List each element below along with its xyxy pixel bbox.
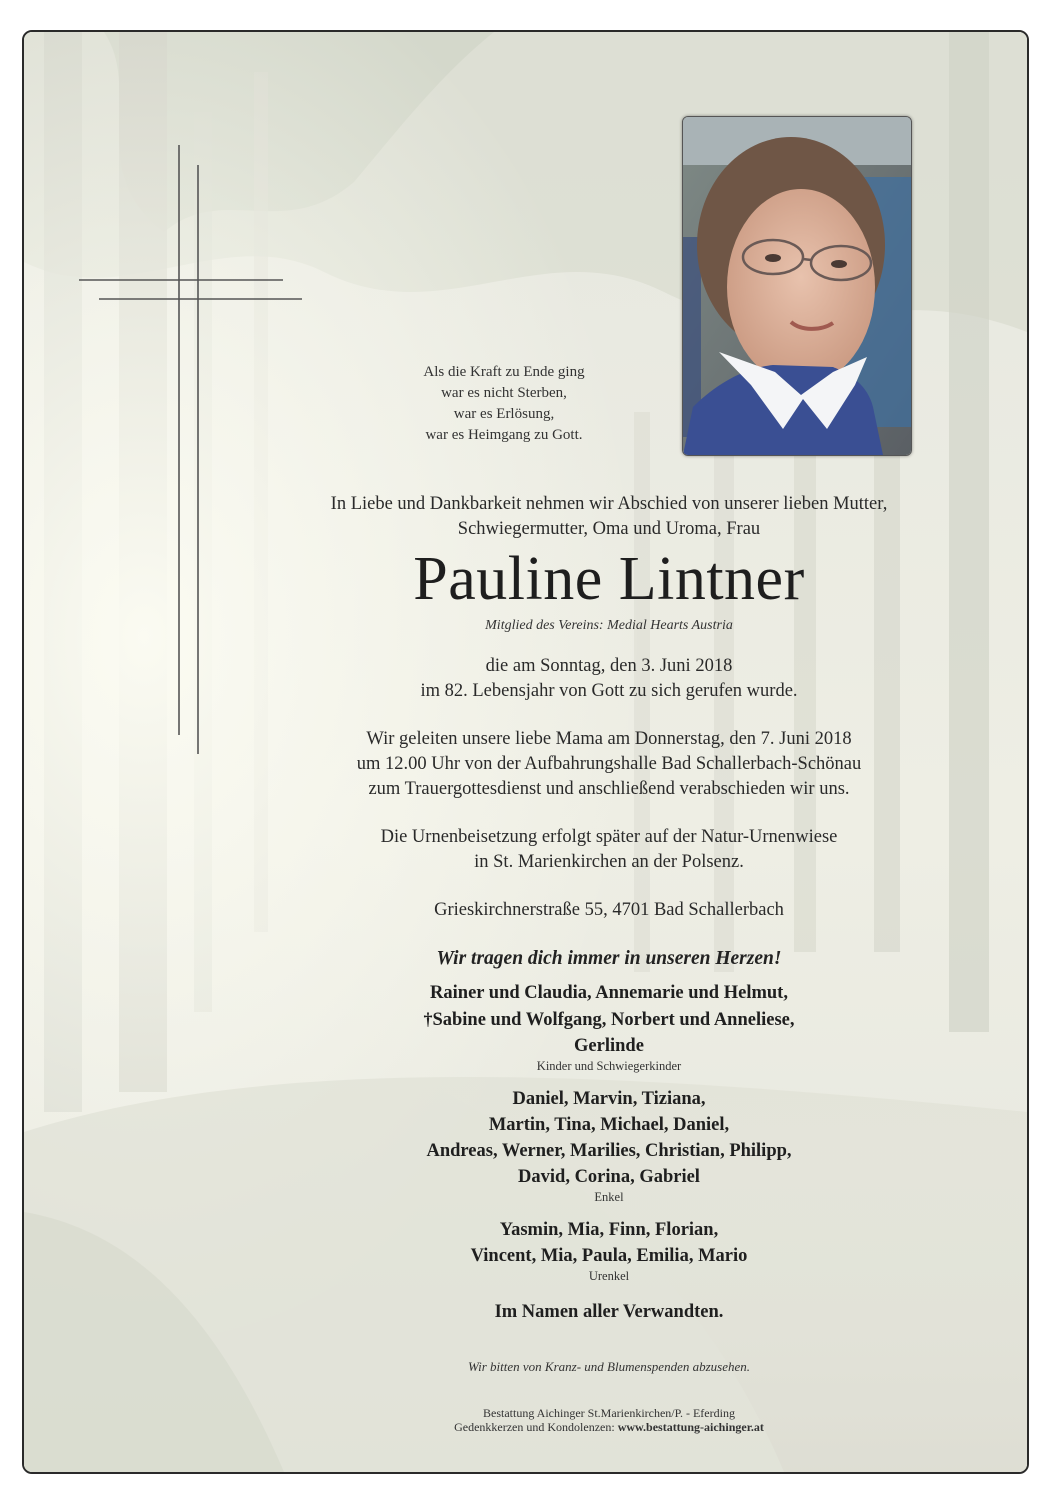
death-paragraph [194, 654, 1024, 704]
verse-line: war es nicht Sterben, [441, 385, 567, 401]
obituary-card [22, 30, 1029, 1474]
death-line: die am Sonntag, den 3. Juni 2018 [485, 656, 733, 676]
children-line [194, 1006, 1024, 1033]
website-link[interactable]: www.bestattung-aichinger.at [617, 1420, 764, 1434]
children-group [194, 980, 1024, 1059]
verse-line: war es Heimgang zu Gott. [425, 427, 583, 443]
closing-line: Im Namen aller Verwandten. [494, 1302, 724, 1322]
great-grandchildren-line: Yasmin, Mia, Finn, Florian, [499, 1220, 719, 1240]
membership-line: Mitglied des Vereins: Medial Hearts Austria [485, 618, 733, 633]
great-grandchildren-line: Vincent, Mia, Paula, Emilia, Mario [470, 1246, 748, 1266]
address-line: Grieskirchnerstraße 55, 4701 Bad Schallerbach [434, 900, 784, 920]
grandchildren-group [194, 1086, 1024, 1190]
grandchildren-line: David, Corina, Gabriel [518, 1167, 700, 1187]
portrait-photo [682, 116, 912, 456]
urn-paragraph [194, 825, 1024, 875]
intro-line: Schwiegermutter, Oma und Uroma, Frau [457, 519, 761, 539]
intro-line: In Liebe und Dankbarkeit nehmen wir Abschied von unserer lieben Mutter, [330, 494, 888, 514]
intro-paragraph [194, 492, 1024, 542]
memorial-verse [354, 362, 654, 446]
motto: Wir tragen dich immer in unseren Herzen! [436, 948, 782, 969]
condolence-line [194, 1420, 1024, 1434]
condolence-label: Gedenkkerzen und Kondolenzen: [454, 1420, 615, 1434]
verse-line: war es Erlösung, [453, 406, 555, 422]
great-grandchildren-group [194, 1217, 1024, 1269]
children-line: Gerlinde [574, 1036, 644, 1056]
funeral-line: Wir geleiten unsere liebe Mama am Donnerstag, den 7. Juni 2018 [366, 729, 852, 749]
funeral-line: um 12.00 Uhr von der Aufbahrungshalle Bad Schallerbach-Schönau [356, 754, 862, 774]
dagger-icon: † [423, 1009, 433, 1029]
verse-line: Als die Kraft zu Ende ging [423, 364, 585, 380]
funeral-paragraph [194, 727, 1024, 802]
obituary-text [194, 492, 1024, 1434]
grandchildren-line: Daniel, Marvin, Tiziana, [512, 1089, 706, 1109]
death-line: im 82. Lebensjahr von Gott zu sich gerufen wurde. [420, 681, 798, 701]
urn-line: Die Urnenbeisetzung erfolgt später auf der Natur-Urnenwiese [380, 827, 838, 847]
donation-note: Wir bitten von Kranz- und Blumenspenden abzusehen. [468, 1359, 750, 1374]
children-line-text: Sabine und Wolfgang, Norbert und Anneliese, [432, 1010, 795, 1030]
grandchildren-line: Martin, Tina, Michael, Daniel, [488, 1115, 730, 1135]
deceased-name: Pauline Lintner [413, 545, 805, 613]
funeral-home-line: Bestattung Aichinger St.Marienkirchen/P. - Eferding [483, 1406, 735, 1420]
grandchildren-role: Enkel [594, 1190, 624, 1204]
funeral-line: zum Trauergottesdienst und anschließend verabschieden wir uns. [368, 779, 850, 799]
great-grandchildren-role: Urenkel [588, 1269, 630, 1283]
footer [194, 1406, 1024, 1434]
children-line: Rainer und Claudia, Annemarie und Helmut, [430, 983, 788, 1003]
children-role: Kinder und Schwiegerkinder [536, 1059, 682, 1073]
grandchildren-line: Andreas, Werner, Marilies, Christian, Philipp, [426, 1141, 792, 1161]
urn-line: in St. Marienkirchen an der Polsenz. [474, 852, 744, 872]
